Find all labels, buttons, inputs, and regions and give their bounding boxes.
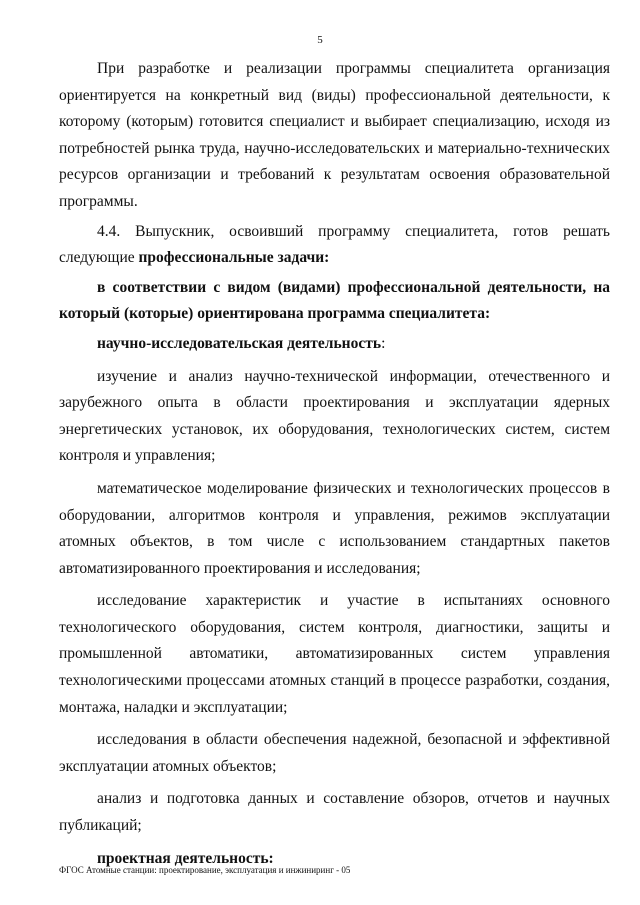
task-item-text: математическое моделирование физических и технологических процессов в оборудовании, алгоритмов контроля и управления, режимов эксплуатации атомных объектов, в том числе с использованием стандартных пакетов автоматизированного проектирования и исследования; — [59, 479, 610, 577]
task-item — [59, 727, 610, 780]
task-item — [59, 786, 610, 839]
task-item-text: изучение и анализ научно-технической информации, отечественного и зарубежного опыта в области проектирования и эксплуатации ядерных энергетических установок, их оборудования, технологических систем, систем контроля и управления; — [59, 367, 610, 465]
page-footer: ФГОС Атомные станции: проектирование, эксплуатация и инжиниринг - 05 — [59, 865, 351, 875]
paragraph-intro — [59, 56, 610, 216]
research-activity-title: научно-исследовательская деятельность — [97, 334, 382, 352]
paragraph-intro-text: При разработке и реализации программы специалитета организация ориентируется на конкретный вид (виды) профессиональной деятельности, к которому (которым) готовится специалист и выбирает специализацию, исходя из потребностей рынка труда, научно-исследовательских и материально-технических ресурсов организации и требований к результатам освоения образовательной программы. — [59, 60, 610, 210]
research-activity-colon: : — [381, 334, 386, 352]
task-item — [59, 476, 610, 582]
task-item — [59, 364, 610, 470]
activity-type-heading — [59, 275, 610, 328]
design-activity-title: проектная деятельность: — [97, 849, 274, 867]
task-item-text: анализ и подготовка данных и составление обзоров, отчетов и научных публикаций; — [59, 790, 610, 835]
task-item — [59, 588, 610, 721]
professional-tasks-label: профессиональные задачи: — [138, 249, 330, 267]
activity-type-heading-text: в соответствии с видом (видами) профессиональной деятельности, на который (которые) ориентирована программа специалитета: — [59, 278, 610, 323]
task-item-text: исследования в области обеспечения надежной, безопасной и эффективной эксплуатации атомных объектов; — [59, 731, 610, 775]
paragraph-4-4-text: 4.4. Выпускник, освоивший программу специалитета, готов решать следующие — [59, 222, 610, 267]
paragraph-4-4 — [59, 219, 610, 272]
page-number: 5 — [317, 34, 323, 46]
task-item-text: исследование характеристик и участие в испытаниях основного технологического оборудования, систем контроля, диагностики, защиты и промышленной автоматики, автоматизированных систем управления технологическими процессами атомных станций в процессе разработки, создания, монтажа, наладки и эксплуатации; — [59, 592, 610, 716]
body-text — [59, 56, 610, 872]
research-activity-heading — [59, 331, 610, 358]
